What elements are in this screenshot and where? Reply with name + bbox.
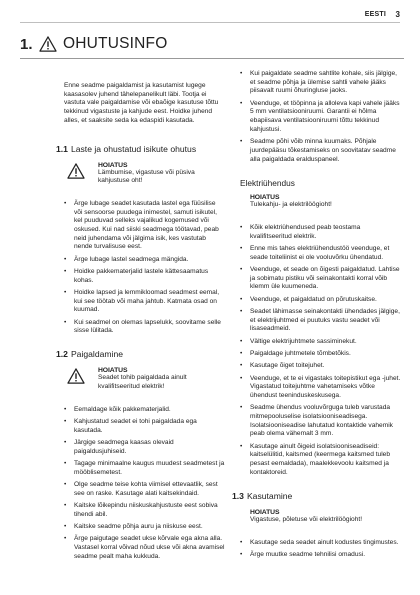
- warning-box: [64, 367, 225, 391]
- list-item: • Ärge muutke seadme tehnilisi omadusi.: [240, 551, 402, 560]
- warning-label: HOIATUS: [98, 161, 128, 169]
- list-item: • Tagage minimaalne kaugus muudest seadmetest ja mööblisemetest.: [64, 460, 225, 477]
- warning-icon: [67, 368, 85, 384]
- header-divider: [20, 22, 400, 23]
- list-item: • Hoidke pakkematerjalid lastele kättesaamatus kohas.: [64, 268, 225, 285]
- warning-text: Lämbumise, vigastuse või püsiva kahjustuse oht!: [98, 168, 195, 185]
- section-title: Laste ja ohustatud isikute ohutus: [70, 143, 197, 154]
- page-header: [0, 0, 420, 22]
- list-item: • Ärge lubage lastel seadmega mängida.: [64, 256, 225, 265]
- section-title: Paigaldamine: [70, 349, 124, 360]
- section-number: 1.3: [232, 491, 244, 502]
- page-number: 3: [395, 10, 400, 19]
- list-item: • Veenduge, et seade on õigesti paigaldatud. Lahtise ja sobimatu pistiku või seinakontakti korral võib klemm üle kuumeneda.: [240, 266, 402, 292]
- list-item: • Olge seadme teise kohta viimisel ettevaatlik, sest see on raske. Kasutage alati kaitsekindaid.: [64, 481, 225, 498]
- section-title: Kasutamine: [246, 491, 293, 502]
- warning-text: Tulekahju- ja elektrilöögioht!: [250, 201, 332, 209]
- list-item: • Kui paigaldate seadme sahtlite kohale, siis jälgige, et seadme põhja ja ülemise sahtli vahele jääks piisavalt ruumi õhuringluse jaoks.: [240, 70, 402, 96]
- warning-box: [240, 194, 402, 210]
- warning-label: HOIATUS: [250, 194, 280, 202]
- right-column: [232, 70, 402, 564]
- list-item: • Hoidke lapsed ja lemmikloomad seadmest eemal, kui see töötab või maha jahtub. Katmata osad on kuumad.: [64, 289, 225, 315]
- left-column: [56, 82, 225, 565]
- warning-box: [240, 509, 402, 525]
- warning-icon: [67, 163, 85, 179]
- section-heading-installation: [56, 349, 225, 359]
- list-item: • Veenduge, et te ei vigastaks toitepistikut ega -juhet. Vigastatud toitejuhtme vahetamiseks võtke ühendust teeninduskeskusega.: [240, 375, 402, 401]
- list-item: • Kõik elektriühendused peab teostama kvalifitseeritud elektrik.: [240, 224, 402, 241]
- list-item: • Kahjustatud seadet ei tohi paigaldada ega kasutada.: [64, 418, 225, 435]
- list-item: • Enne mis tahes elektriühendustöö veenduge, et seade toiteliinist ei ole vooluvõrku ühendatud.: [240, 245, 402, 262]
- chapter-title: OHUTUSINFO: [63, 35, 168, 52]
- warning-label: HOIATUS: [98, 367, 128, 375]
- list-item: • Kasutage õiget toitejuhet.: [240, 362, 402, 371]
- list-item: • Paigaldage juhtmetele tõmbetõkis.: [240, 350, 402, 359]
- warning-icon: [39, 36, 57, 52]
- section-number: 1.2: [56, 349, 68, 360]
- subsection-heading-electrical: Elektriühendus: [240, 178, 295, 189]
- list-item: • Kasutage seda seadet ainult kodustes tingimustes.: [240, 539, 402, 548]
- chapter-divider: [20, 58, 404, 59]
- warning-text: Vigastuse, põletuse või elektrilöögioht!: [250, 516, 363, 524]
- list-item: • Vältige elektrijuhtmete sassiminekut.: [240, 338, 402, 347]
- list-item: • Seadme põhi võib minna kuumaks. Põhjale juurdepääsu tõkestamiseks on soovitatav seadme alla paigaldada eralduspaneel.: [240, 138, 402, 164]
- list-item: • Kui seadmel on olemas lapselukk, soovitame selle sisse lülitada.: [64, 319, 225, 336]
- list-item: • Ärge lubage seadet kasutada lastel ega füüsilise või sensoorse puudega inimestel, samuti isikutel, kel puuduvad selleks vajalikud kogemused või oskused. Kui nad siiski seadmega töötavad, peab neid juhendama või jälgima isik, kes vastutab nende turvalisuse eest.: [64, 200, 225, 252]
- list-item: • Kaitske seadme põhja auru ja niiskuse eest.: [64, 523, 225, 532]
- electrical-list: [240, 224, 402, 478]
- installation-list-continued: [240, 70, 402, 164]
- list-item: • Veenduge, et paigaldatud on põrutuskaitse.: [240, 296, 402, 305]
- usage-list: [240, 539, 402, 560]
- warning-box: [64, 162, 225, 186]
- section-heading-usage: [232, 491, 402, 501]
- section-number: 1.1: [56, 143, 68, 154]
- list-item: • Veenduge, et tööpinna ja alloleva kapi vahele jääks 5 mm ventilatsiooniruumi. Garantii ei hõlma ebapiisava ventilatsiooniruumi tõttu tekkinud kahjustusi.: [240, 100, 402, 135]
- list-item: • Kasutage ainult õigeid isolatsiooniseadiseid: kaitselülitid, kaitsmed (keermega kaitsmed tuleb pesast eemaldada), maalekkevoolu kaitsmed ja kontaktoreid.: [240, 443, 402, 478]
- chapter-heading: [20, 31, 167, 57]
- list-item: • Järgige seadmega kaasas olevaid paigaldusjuhiseid.: [64, 439, 225, 456]
- installation-list: [64, 406, 225, 562]
- intro-paragraph: Enne seadme paigaldamist ja kasutamist lugege kaasasolev juhend tähelepanelikult läbi. Tootja ei vastuta vale paigaldamise või ebaõige kasutuse tõttu tekkinud vigastuste ja kahjude eest. Hoidke juhend alles, et saaksite seda ka edaspidi kasutada.: [64, 82, 219, 124]
- language-label: EESTI: [364, 11, 386, 18]
- chapter-number: 1.: [20, 35, 33, 53]
- list-item: • Kaitske lõikepindu niiskuskahjustuste eest sobiva tihendi abil.: [64, 502, 225, 519]
- list-item: • Ärge paigutage seadet ukse kõrvale ega akna alla. Vastasel korral võivad nõud ukse või akna avamisel seadme pealt maha kukkuda.: [64, 535, 225, 561]
- child-safety-list: [64, 200, 225, 336]
- list-item: • Seadet lähimasse seinakontakti ühendades jälgige, et elektrijuhtmed ei puutuks vastu seadet või lisaseadmeid.: [240, 308, 402, 334]
- warning-label: HOIATUS: [250, 509, 280, 517]
- list-item: • Eemaldage kõik pakkematerjalid.: [64, 406, 225, 415]
- section-heading-child-safety: [56, 144, 225, 154]
- list-item: • Seadme ühendus vooluvõrguga tuleb varustada mitmepooluselise isolatsiooniseadisega. Isolatsiooniseadise lahutatud kontaktide vahemik peab olema vähemalt 3 mm.: [240, 404, 402, 439]
- warning-text: Seadet tohib paigaldada ainult kvalifitseeritud elektrik!: [98, 374, 187, 390]
